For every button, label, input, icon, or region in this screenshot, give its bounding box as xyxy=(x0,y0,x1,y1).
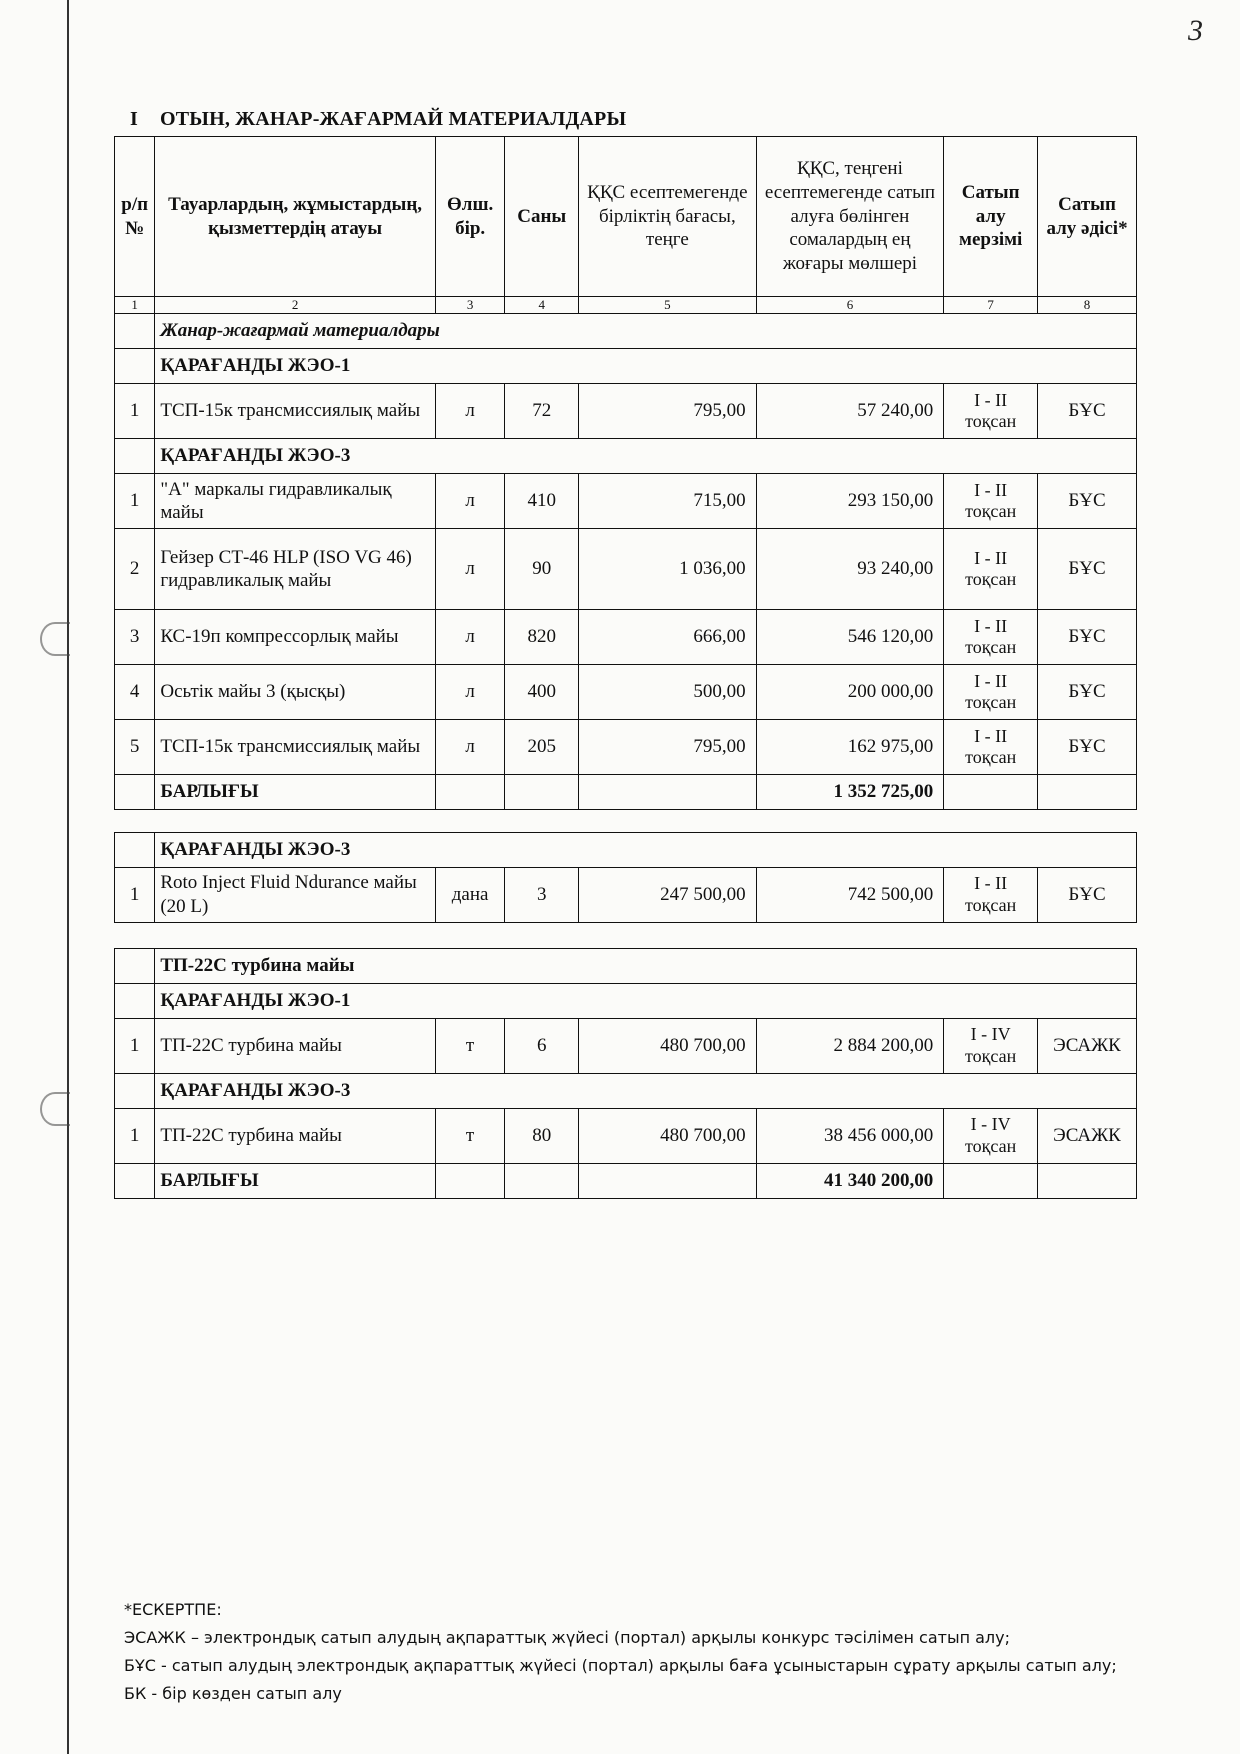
row-price: 795,00 xyxy=(579,720,757,775)
table-row xyxy=(115,529,1137,610)
table-row xyxy=(115,868,1137,923)
row-unit: л xyxy=(435,610,505,665)
row-price: 1 036,00 xyxy=(579,529,757,610)
row-unit: л xyxy=(435,665,505,720)
row-period: I - II тоқсан xyxy=(944,868,1038,923)
row-method: БҰС xyxy=(1038,529,1137,610)
row-period: I - II тоқсан xyxy=(944,529,1038,610)
table-row xyxy=(115,1109,1137,1164)
roto-fluid-table xyxy=(114,832,1137,923)
row-name: ТП-22С турбина майы xyxy=(155,1109,435,1164)
total-label: БАРЛЫҒЫ xyxy=(155,775,435,810)
row-name: ТСП-15к трансмиссиялық майы xyxy=(155,384,435,439)
section-numeral: I xyxy=(130,108,138,130)
header-qty: Саны xyxy=(505,137,579,297)
footnote-line: ЭСАЖК – электрондық сатып алудың ақпараттық жүйесі (портал) арқылы конкурс тәсілімен сатып алу; xyxy=(124,1628,1011,1647)
row-qty: 205 xyxy=(505,720,579,775)
row-name: ТП-22С турбина майы xyxy=(155,1019,435,1074)
row-method: БҰС xyxy=(1038,868,1137,923)
row-no: 1 xyxy=(115,384,155,439)
row-sum: 38 456 000,00 xyxy=(756,1109,944,1164)
group-label: ҚАРАҒАНДЫ ЖЭО-1 xyxy=(155,349,1137,384)
row-unit: т xyxy=(435,1109,505,1164)
row-period: I - IV тоқсан xyxy=(944,1019,1038,1074)
row-price: 247 500,00 xyxy=(579,868,757,923)
row-name: Осьтік майы 3 (қысқы) xyxy=(155,665,435,720)
row-no: 1 xyxy=(115,474,155,529)
row-price: 500,00 xyxy=(579,665,757,720)
row-name: Roto Inject Fluid Ndurance майы (20 L) xyxy=(155,868,435,923)
group-label: ҚАРАҒАНДЫ ЖЭО-3 xyxy=(155,1074,1137,1109)
row-sum: 742 500,00 xyxy=(756,868,944,923)
group-label: ҚАРАҒАНДЫ ЖЭО-3 xyxy=(155,439,1137,474)
row-price: 480 700,00 xyxy=(579,1109,757,1164)
row-name: Гейзер СТ-46 HLP (ISO VG 46) гидравликалық майы xyxy=(155,529,435,610)
row-unit: л xyxy=(435,384,505,439)
table-row xyxy=(115,474,1137,529)
row-period: I - IV тоқсан xyxy=(944,1109,1038,1164)
row-sum: 200 000,00 xyxy=(756,665,944,720)
row-qty: 820 xyxy=(505,610,579,665)
row-sum: 162 975,00 xyxy=(756,720,944,775)
row-period: I - II тоқсан xyxy=(944,474,1038,529)
row-name: КС-19п компрессорлық майы xyxy=(155,610,435,665)
row-no: 1 xyxy=(115,1019,155,1074)
total-value: 1 352 725,00 xyxy=(756,775,944,810)
group-label: ҚАРАҒАНДЫ ЖЭО-3 xyxy=(155,833,1137,868)
footnote-line: БК - бір көзден сатып алу xyxy=(124,1684,342,1703)
header-row xyxy=(115,137,1137,297)
group-row xyxy=(115,349,1137,384)
table-row xyxy=(115,720,1137,775)
row-no: 3 xyxy=(115,610,155,665)
row-method: БҰС xyxy=(1038,384,1137,439)
row-name: ТСП-15к трансмиссиялық майы xyxy=(155,720,435,775)
column-number: 6 xyxy=(756,297,944,314)
category-label: ТП-22С турбина майы xyxy=(155,949,1137,984)
row-price: 666,00 xyxy=(579,610,757,665)
binding-hole-mark xyxy=(40,1092,70,1126)
group-row xyxy=(115,1074,1137,1109)
turbine-oil-table xyxy=(114,948,1137,1199)
table-row xyxy=(115,610,1137,665)
group-row xyxy=(115,439,1137,474)
total-value: 41 340 200,00 xyxy=(756,1164,944,1199)
row-no: 4 xyxy=(115,665,155,720)
header-unit: Өлш. бір. xyxy=(435,137,505,297)
column-number: 4 xyxy=(505,297,579,314)
row-method: БҰС xyxy=(1038,665,1137,720)
row-method: БҰС xyxy=(1038,474,1137,529)
total-row xyxy=(115,775,1137,810)
group-label: ҚАРАҒАНДЫ ЖЭО-1 xyxy=(155,984,1137,1019)
header-name: Тауарлардың, жұмыстардың, қызметтердің атауы xyxy=(155,137,435,297)
header-period: Сатып алу мерзімі xyxy=(944,137,1038,297)
row-period: I - II тоқсан xyxy=(944,610,1038,665)
row-period: I - II тоқсан xyxy=(944,384,1038,439)
header-no: р/п № xyxy=(115,137,155,297)
group-row xyxy=(115,833,1137,868)
footnote xyxy=(124,1596,1117,1708)
row-qty: 410 xyxy=(505,474,579,529)
category-label: Жанар-жағармай материалдары xyxy=(155,314,1137,349)
row-sum: 57 240,00 xyxy=(756,384,944,439)
table-row xyxy=(115,1019,1137,1074)
category-row xyxy=(115,314,1137,349)
column-number-row xyxy=(115,297,1137,314)
section-title-text: ОТЫН, ЖАНАР-ЖАҒАРМАЙ МАТЕРИАЛДАРЫ xyxy=(160,108,627,130)
row-no: 1 xyxy=(115,1109,155,1164)
row-price: 480 700,00 xyxy=(579,1019,757,1074)
table-row xyxy=(115,665,1137,720)
row-qty: 3 xyxy=(505,868,579,923)
column-number: 3 xyxy=(435,297,505,314)
row-price: 795,00 xyxy=(579,384,757,439)
footnote-line: БҰС - сатып алудың электрондық ақпараттық жүйесі (портал) арқылы баға ұсыныстарын сұрату арқылы сатып алу; xyxy=(124,1656,1117,1675)
row-sum: 93 240,00 xyxy=(756,529,944,610)
footnote-title: *ЕСКЕРТПЕ: xyxy=(124,1600,222,1619)
row-unit: л xyxy=(435,720,505,775)
fuel-lubricants-table xyxy=(114,136,1137,810)
row-qty: 90 xyxy=(505,529,579,610)
column-number: 1 xyxy=(115,297,155,314)
row-sum: 546 120,00 xyxy=(756,610,944,665)
header-unit-price: ҚҚС есептемегенде бірліктің бағасы, теңге xyxy=(579,137,757,297)
table-row xyxy=(115,384,1137,439)
header-method: Сатып алу әдісі* xyxy=(1038,137,1137,297)
row-method: ЭСАЖК xyxy=(1038,1019,1137,1074)
total-label: БАРЛЫҒЫ xyxy=(155,1164,435,1199)
total-row xyxy=(115,1164,1137,1199)
row-method: БҰС xyxy=(1038,610,1137,665)
row-name: "А" маркалы гидравликалық майы xyxy=(155,474,435,529)
row-unit: т xyxy=(435,1019,505,1074)
row-unit: дана xyxy=(435,868,505,923)
row-qty: 72 xyxy=(505,384,579,439)
row-unit: л xyxy=(435,529,505,610)
row-method: ЭСАЖК xyxy=(1038,1109,1137,1164)
row-price: 715,00 xyxy=(579,474,757,529)
row-unit: л xyxy=(435,474,505,529)
row-period: I - II тоқсан xyxy=(944,720,1038,775)
row-no: 1 xyxy=(115,868,155,923)
group-row xyxy=(115,984,1137,1019)
category-row xyxy=(115,949,1137,984)
row-sum: 2 884 200,00 xyxy=(756,1019,944,1074)
row-sum: 293 150,00 xyxy=(756,474,944,529)
row-qty: 400 xyxy=(505,665,579,720)
row-no: 5 xyxy=(115,720,155,775)
binding-hole-mark xyxy=(40,622,70,656)
header-max-sum: ҚҚС, теңгені есептемегенде сатып алуға бөлінген сомалардың ең жоғары мөлшері xyxy=(756,137,944,297)
column-number: 8 xyxy=(1038,297,1137,314)
column-number: 5 xyxy=(579,297,757,314)
row-qty: 80 xyxy=(505,1109,579,1164)
margin-line xyxy=(67,0,69,1754)
section-title xyxy=(130,108,626,131)
page-number: 3 xyxy=(1188,14,1203,47)
row-no: 2 xyxy=(115,529,155,610)
row-qty: 6 xyxy=(505,1019,579,1074)
row-method: БҰС xyxy=(1038,720,1137,775)
column-number: 7 xyxy=(944,297,1038,314)
row-period: I - II тоқсан xyxy=(944,665,1038,720)
column-number: 2 xyxy=(155,297,435,314)
